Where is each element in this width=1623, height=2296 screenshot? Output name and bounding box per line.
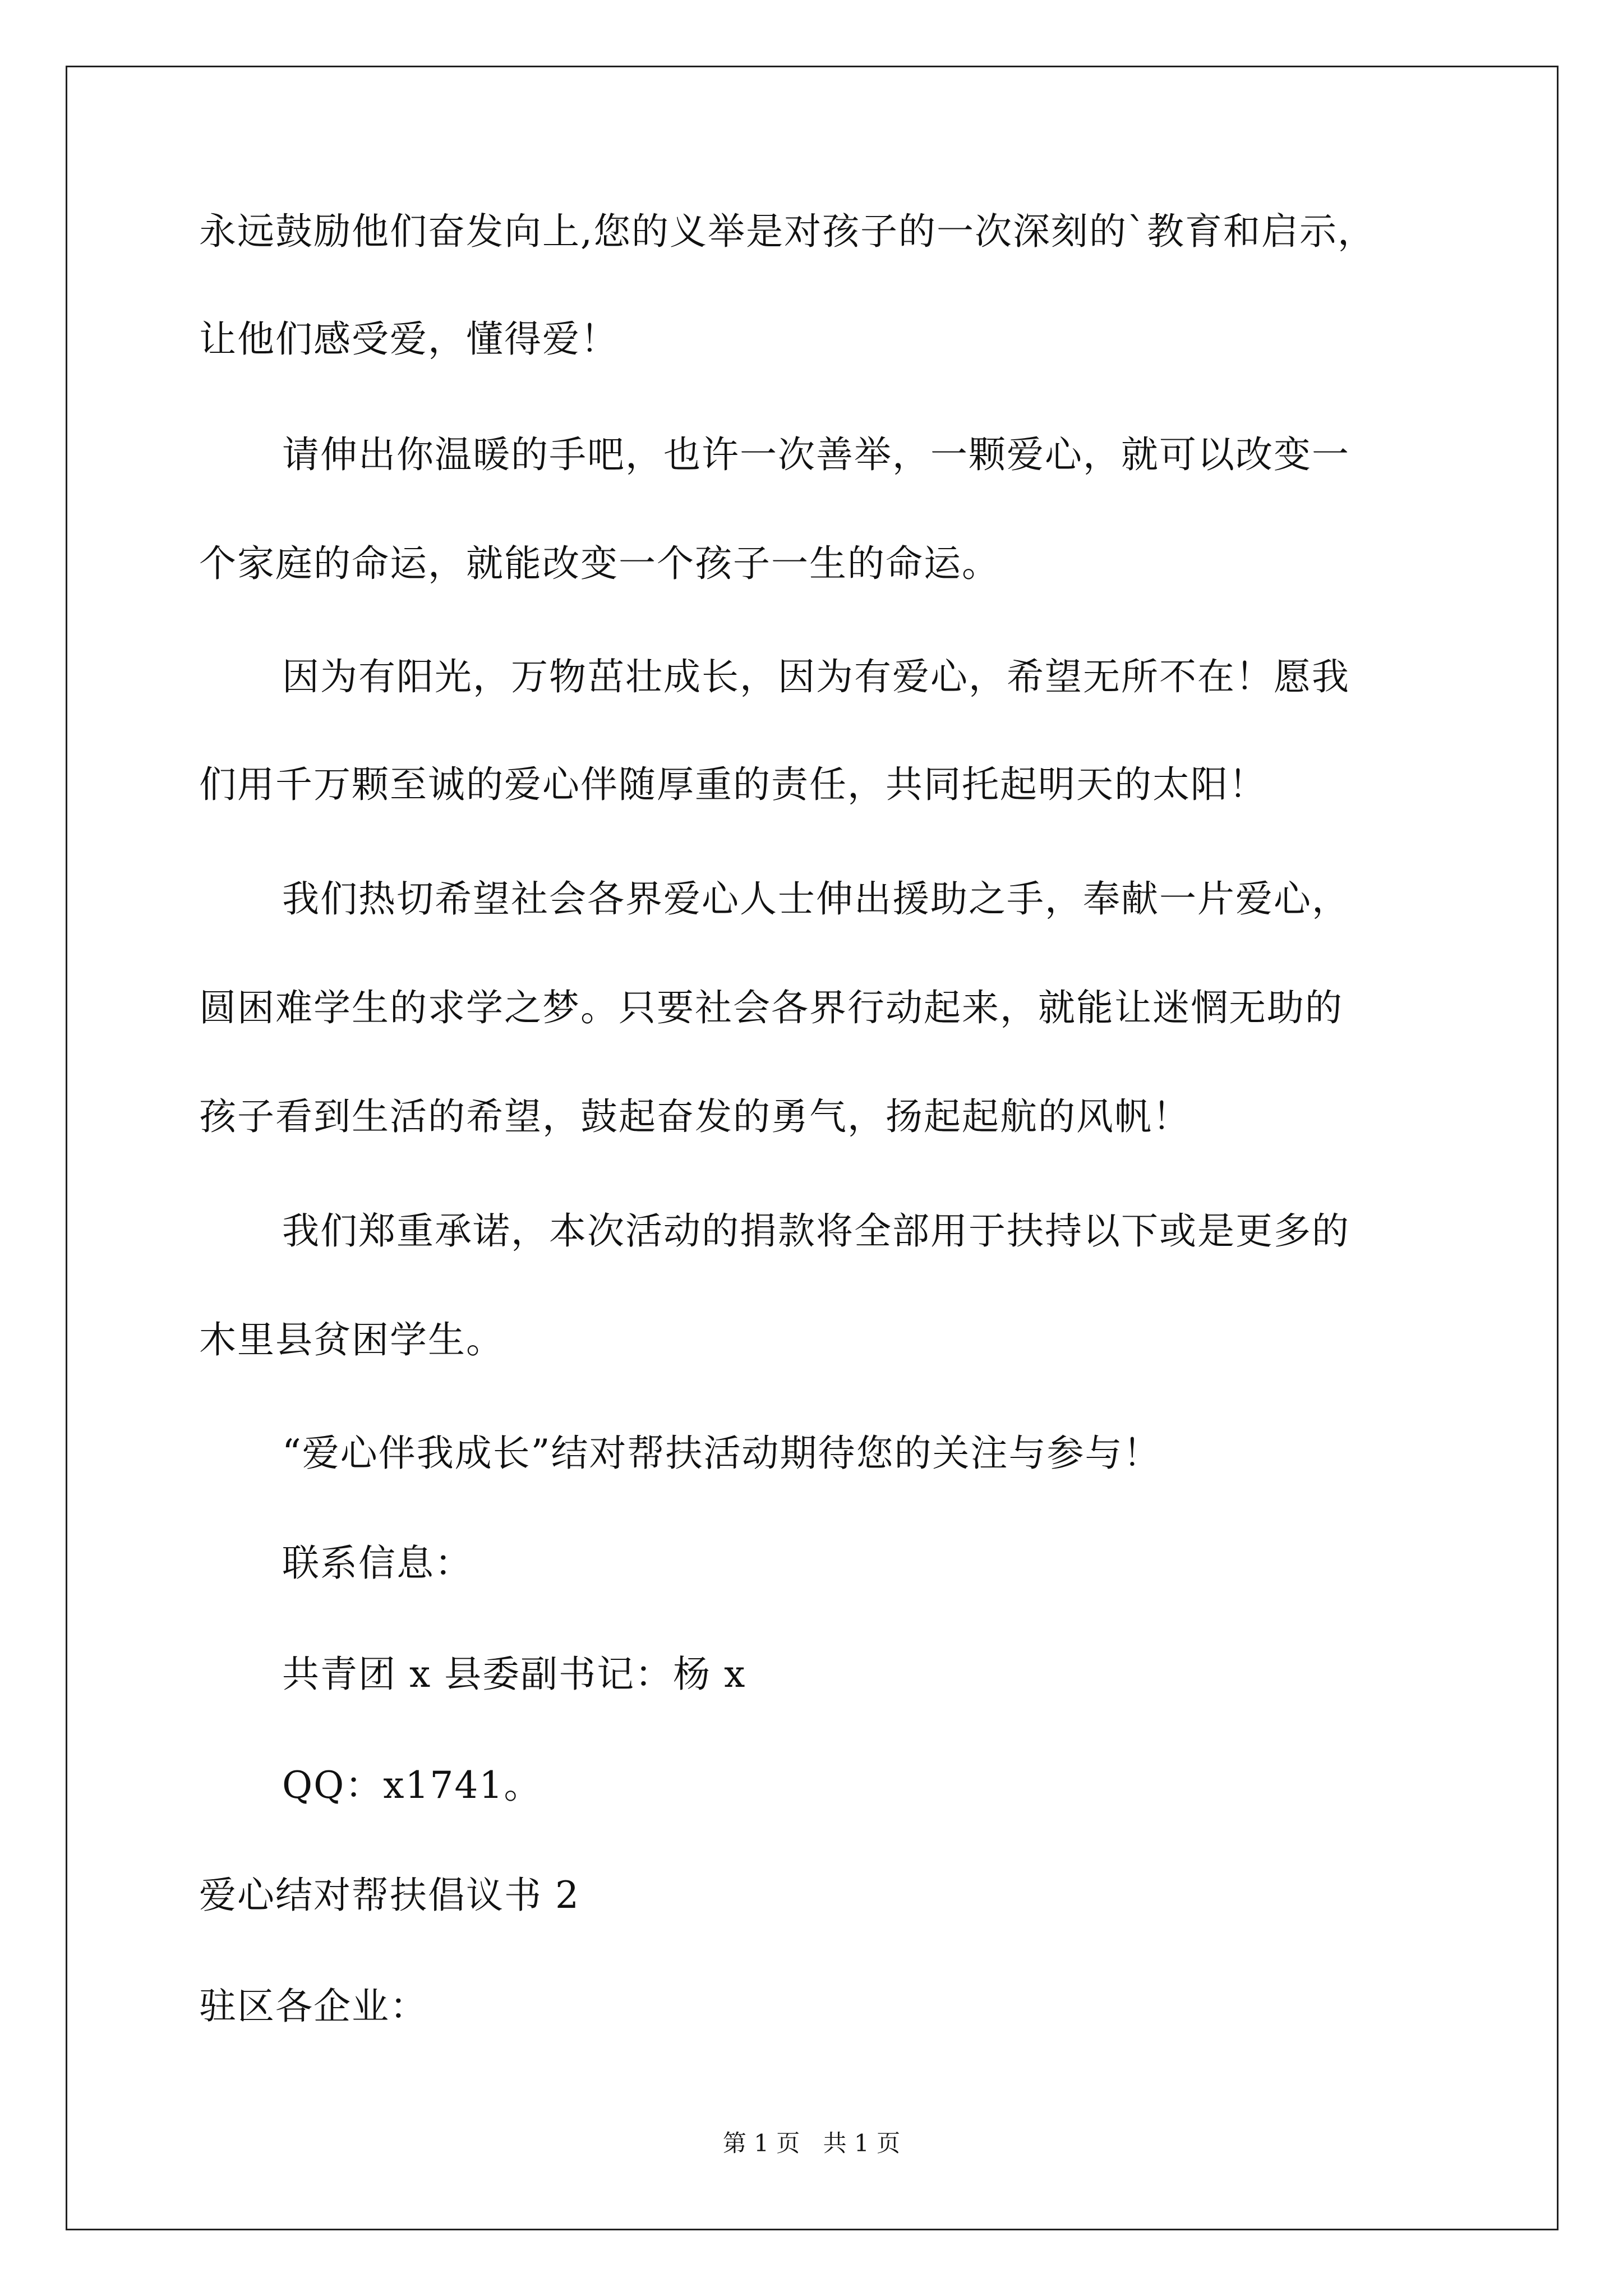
text-line: 个家庭的命运，就能改变一个孩子一生的命运。 bbox=[199, 542, 1000, 585]
text-line: “爱心伴我成长”结对帮扶活动期待您的关注与参与！ bbox=[282, 1432, 1161, 1475]
text-line: 孩子看到生活的希望，鼓起奋发的勇气，扬起起航的风帆！ bbox=[199, 1095, 1191, 1138]
text-line: 我们热切希望社会各界爱心人士伸出援助之手，奉献一片爱心， bbox=[282, 877, 1350, 921]
text-line: 联系信息： bbox=[282, 1542, 473, 1585]
salutation: 驻区各企业： bbox=[199, 1985, 428, 2028]
text-line: 共青团 x 县委副书记：杨 x bbox=[282, 1653, 746, 1696]
text-line: 们用千万颗至诚的爱心伴随厚重的责任，共同托起明天的太阳！ bbox=[199, 763, 1267, 806]
page-footer bbox=[0, 2125, 1623, 2159]
text-line: 永远鼓励他们奋发向上,您的义举是对孩子的一次深刻的`教育和启示， bbox=[199, 210, 1376, 253]
text-line: 我们郑重承诺，本次活动的捐款将全部用于扶持以下或是更多的 bbox=[282, 1209, 1350, 1253]
text-line: 因为有阳光，万物茁壮成长，因为有爱心，希望无所不在！愿我 bbox=[282, 655, 1350, 698]
section-heading: 爱心结对帮扶倡议书 2 bbox=[199, 1874, 580, 1917]
text-line: QQ：x1741。 bbox=[282, 1764, 542, 1807]
text-line: 请伸出你温暖的手吧，也许一次善举，一颗爱心，就可以改变一 bbox=[282, 433, 1350, 476]
text-line: 圆困难学生的求学之梦。只要社会各界行动起来，就能让迷惘无助的 bbox=[199, 986, 1343, 1029]
page-number: 第 1 页 bbox=[722, 2129, 800, 2157]
text-line: 木里县贫困学生。 bbox=[199, 1318, 504, 1361]
text-line: 让他们感受爱，懂得爱！ bbox=[199, 318, 619, 361]
page-count: 共 1 页 bbox=[823, 2129, 901, 2157]
